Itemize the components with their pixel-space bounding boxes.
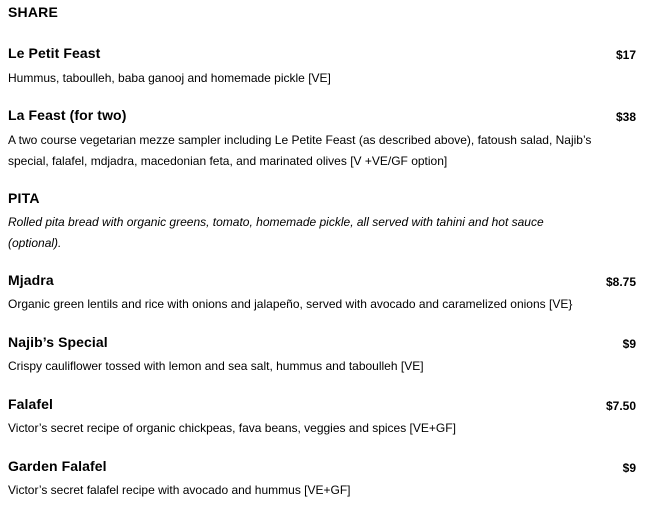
- item-description-mjadra: Organic green lentils and rice with onions and jalapeño, served with avocado and caramelized onions [VE}: [8, 297, 573, 311]
- section-description-pita-line1: Rolled pita bread with organic greens, tomato, homemade pickle, all served with tahini and hot sauce: [8, 215, 544, 229]
- item-price-garden-falafel: $9: [622, 461, 636, 475]
- item-description-la-feast-line2: special, falafel, mdjadra, macedonian feta, and marinated olives [V +VE/GF option]: [8, 154, 448, 168]
- item-description-le-petit-feast: Hummus, taboulleh, baba ganooj and homemade pickle [VE]: [8, 71, 331, 85]
- item-name-najibs-special: Najib’s Special: [8, 334, 108, 350]
- item-description-najibs-special: Crispy cauliflower tossed with lemon and sea salt, hummus and taboulleh [VE]: [8, 359, 424, 373]
- section-description-pita-line2: (optional).: [8, 236, 62, 250]
- section-title-pita: PITA: [8, 190, 40, 206]
- section-title-share: SHARE: [8, 4, 59, 20]
- item-name-mjadra: Mjadra: [8, 272, 54, 288]
- item-price-falafel: $7.50: [605, 399, 636, 413]
- item-description-falafel: Victor’s secret recipe of organic chickpeas, fava beans, veggies and spices [VE+GF]: [8, 421, 456, 435]
- item-name-garden-falafel: Garden Falafel: [8, 458, 107, 474]
- item-price-najibs-special: $9: [622, 337, 636, 351]
- item-name-le-petit-feast: Le Petit Feast: [8, 45, 101, 61]
- item-description-la-feast-line1: A two course vegetarian mezze sampler including Le Petite Feast (as described above), fatoush salad, Najib’s: [8, 133, 592, 147]
- item-name-la-feast: La Feast (for two): [8, 107, 127, 123]
- item-price-mjadra: $8.75: [605, 275, 636, 289]
- item-price-la-feast: $38: [615, 110, 636, 124]
- item-price-le-petit-feast: $17: [615, 48, 636, 62]
- item-description-garden-falafel: Victor’s secret falafel recipe with avocado and hummus [VE+GF]: [8, 483, 351, 497]
- item-name-falafel: Falafel: [8, 396, 54, 412]
